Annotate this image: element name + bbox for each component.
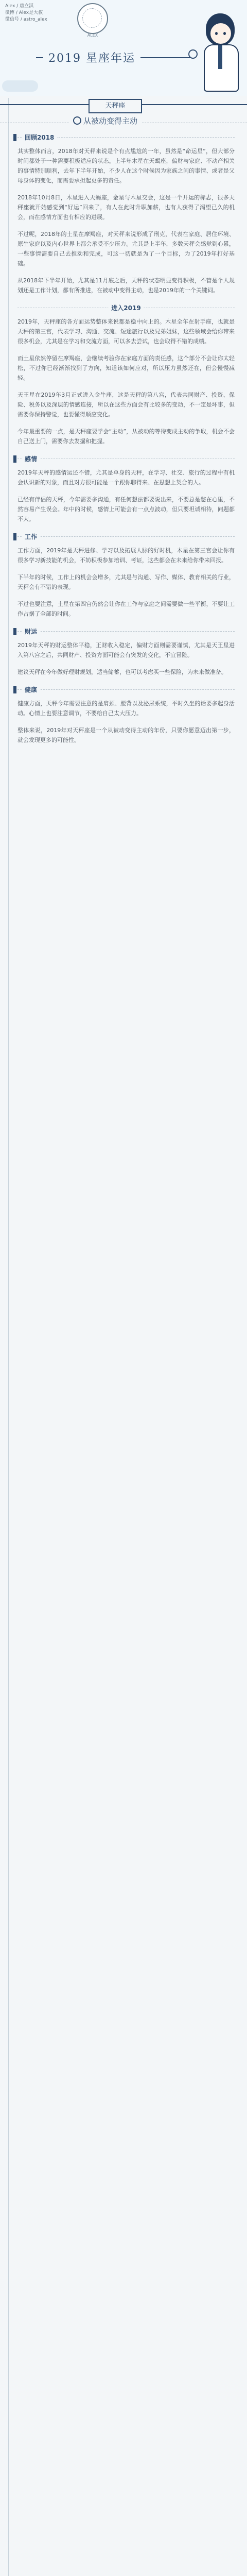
section-work (17, 531, 235, 619)
paragraph: 不过呢，2018年的土星在摩羯座，对天秤来说形成了刑克，代表在家庭、居住环境、原生家庭以及内心世界上都会承受不少压力。尤其是上半年，多数天秤会感觉到心累，一些事情需要自己去推动和完成，可这一切就是为了一个目标，为了2019年打好基础。 (17, 231, 235, 267)
paragraph: 2019年天秤的财运整体平稳，正财收入稳定，偏财方面则需要谨慎，尤其是天王星进入第八宫之后，共同财产、投资方面可能会有突发的变化，不宜冒险。 (17, 642, 235, 658)
zodiac-tag: 天秤座 (89, 99, 142, 113)
section-title: 健康 (22, 685, 40, 694)
section-heading (17, 531, 235, 543)
left-border-line (8, 98, 9, 2576)
theme-heading (69, 115, 142, 126)
paragraph: 今年最重要的一点，是天秤座要学会“主动”，从被动的等待变成主动的争取，机会不会自己送上门，需要你去发掘和把握。 (17, 428, 235, 445)
header (0, 0, 247, 96)
zodiac-tag-area (0, 96, 247, 132)
paragraph: 已经有伴侣的天秤，今年需要多沟通，有任何想法都要说出来，不要总是憋在心里，不然容易产生误会。年中的时候，感情上可能会有一点点波动，但只要坦诚相待，问题都不大。 (17, 496, 235, 522)
logo-text: ALEX (87, 33, 98, 38)
section-title: 财运 (22, 627, 40, 636)
paragraph: 整体来说，2019年对天秤座是一个从被动变得主动的年份，只要你愿意迈出第一步，就会发现更多的可能性。 (17, 727, 235, 743)
section-title: 工作 (22, 532, 40, 541)
avatar-illustration (196, 13, 243, 91)
section-title: 感情 (22, 454, 40, 463)
section-heading (17, 132, 235, 143)
section-2019 (17, 302, 235, 446)
paragraph: 天王星在2019年3月正式进入金牛座，这是天秤的第八宫，代表共同财产、投资、保险、税务以及深层的情感连接，所以在这些方面会有比较多的变动，不一定是坏事，但需要你保持警觉，也要懂得顺应变化。 (17, 392, 235, 418)
paragraph: 2018年10月8日，木星进入天蝎座，金星与木星交会，这是一个开运的标志，很多天秤座就开始感觉到“好运”回来了，有人在此时升职加薪，也有人获得了渴望已久的机会，而在感情方面也有相应的进展。 (17, 194, 235, 221)
section-title: 回顾2018 (22, 133, 57, 142)
brand-info (5, 3, 47, 23)
paragraph: 工作方面，2019年是天秤进修、学习以及拓展人脉的好时机，木星在第三宫会让你有很多学习新技能的机会，不妨积极参加培训、考证，这些都会在未来给你带来回报。 (17, 547, 235, 564)
logo-icon (77, 3, 108, 34)
paragraph: 从2018年下半年开始，尤其是11月底之后，天秤的状态明显变得积极，不管是个人规划还是工作计划，都有所推进，在被动中变得主动，也是2019年的一个关键词。 (17, 277, 235, 294)
section-heading (17, 302, 235, 314)
brand-line: 微博 / Alex是大叔 (5, 10, 43, 15)
paragraph: 下半年的时候，工作上的机会会增多，尤其是与沟通、写作、媒体、教育相关的行业，天秤会有不错的表现。 (17, 574, 235, 590)
section-health (17, 684, 235, 745)
section-wealth (17, 626, 235, 677)
theme-text: 从被动变得主动 (83, 116, 138, 126)
circle-icon (73, 116, 81, 125)
brand-line: 微信号 / astro_alex (5, 17, 47, 22)
brand-line: Alex / 唐立淇 (5, 4, 34, 9)
paragraph: 不过也要注意，土星在第四宫仍然会让你在工作与家庭之间需要做一些平衡，不要让工作占据了全部的时间。 (17, 601, 235, 617)
paragraph: 而土星依然停留在摩羯座，会继续考验你在家庭方面的责任感，这个部分不会让你太轻松，不过你已经渐渐找到了方向，知道该如何应对，所以压力虽然还在，但会慢慢减轻。 (17, 355, 235, 381)
section-heading (17, 684, 235, 696)
paragraph: 2019年天秤的感情运还不错，尤其是单身的天秤，在学习、社交、旅行的过程中有机会认识新的对象，而且对方很可能是一个跟你聊得来、在思想上契合的人。 (17, 469, 235, 486)
section-heading (17, 453, 235, 465)
section-heading (17, 626, 235, 637)
cloud-decoration (2, 80, 38, 92)
paragraph: 建议天秤在今年做好理财规划，适当储蓄，也可以考虑买一些保险，为未来做准备。 (17, 669, 227, 675)
paragraph: 2019年，天秤座的各方面运势整体来说都是稳中向上的。木星全年在射手座，也就是天秤的第三宫，代表学习、沟通、交流、短途旅行以及兄弟姐妹，这些领域会给你带来很多机会，尤其是在学习和交流方面，可以多去尝试，也会取得不错的成绩。 (17, 318, 235, 345)
section-love (17, 453, 235, 524)
paragraph: 健康方面，天秤今年需要注意的是肩颈、腰背以及泌尿系统，平时久坐的话要多起身活动。心情上也要注意调节，不要给自己太大压力。 (17, 700, 235, 717)
paragraph: 其实整体而言，2018年对天秤来说是个有点尴尬的一年，虽然是“命运星”，但大部分时间都处于一种需要积极适应的状态。上半年木星在天蝎座，偏财与家庭、不动产相关的事情特别顺利，去年下半年开始，不少人在这个时候因为家族之间的事情、或者是父母身体的变化，而需要承担起更多的责任。 (17, 148, 235, 184)
section-title: 进入2019 (108, 303, 144, 312)
section-review (17, 132, 235, 295)
page-title: 2019 星座年运 (43, 49, 140, 65)
